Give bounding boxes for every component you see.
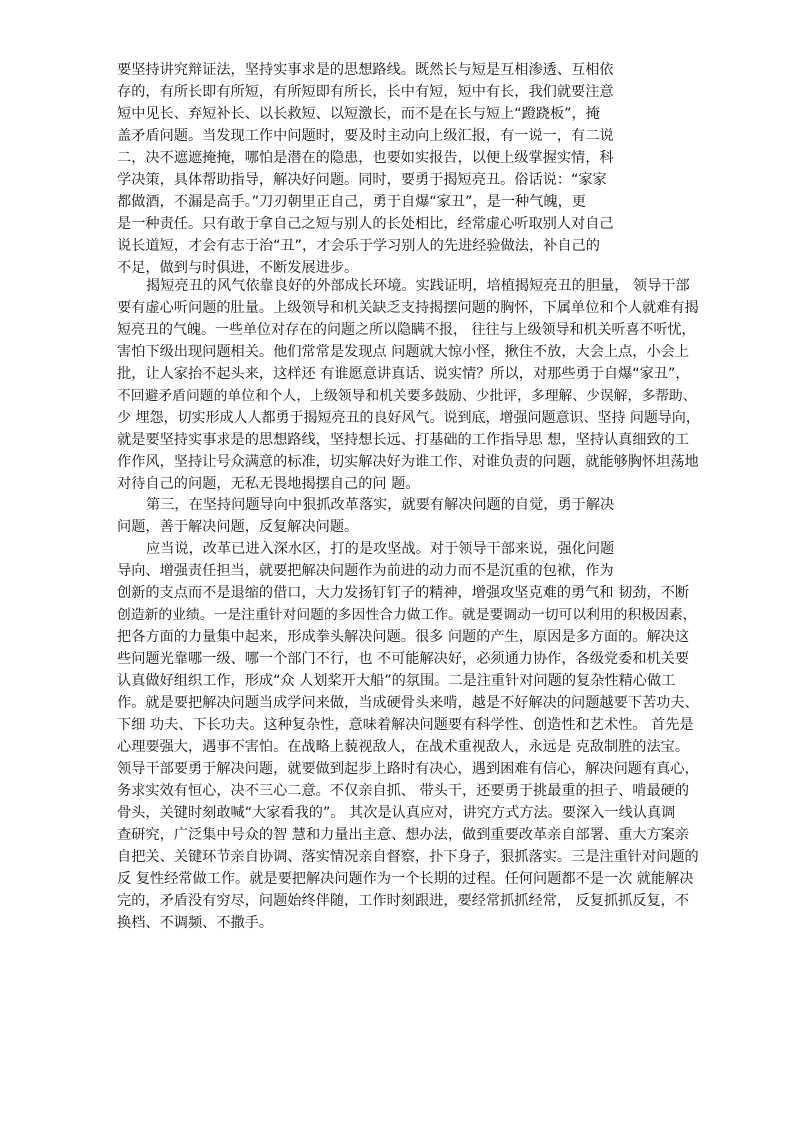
text-line: 完的，矛盾没有穷尽，问题始终伴随，工作时刻跟进，要经常抓抓经常， 反复抓抓反复，不 bbox=[117, 893, 690, 909]
text-line: 说长道短，才会有志于治“丑”，才会乐于学习别人的先进经验做法，补自己的 bbox=[117, 238, 600, 254]
text-line: 把各方面的力量集中起来，形成拳头解决问题。很多 问题的产生，原因是多方面的。解决这 bbox=[117, 629, 690, 645]
text-line: 作作风，坚持让号众满意的标准，切实解决好为谁工作、对谁负责的问题，就能够胸怀坦荡地 bbox=[117, 454, 699, 470]
text-line: 盖矛盾问题。当发现工作中问题时，要及时主动向上级汇报，有一说一，有二说 bbox=[117, 128, 614, 144]
text-line: 是一种责任。只有敢于拿自己之短与别人的长处相比，经常虚心听取别人对自己 bbox=[117, 216, 614, 232]
text-line: 二，决不遮遮掩掩，哪怕是潜在的隐患，也要如实报告，以便上级掌握实情，科 bbox=[117, 150, 614, 166]
text-line: 务求实效有恒心，决不三心二意。不仅亲自抓、 带头干，还要勇于挑最重的担子、啃最硬的 bbox=[117, 783, 690, 799]
text-line: 查研究，广泛集中号众的智 慧和力量出主意、想办法，做到重要改革亲自部署、重大方案亲 bbox=[117, 827, 690, 843]
text-line: 作。就是要把解决问题当成学问来做，当成硬骨头来啃，越是不好解决的问题越要下苦功夫、 bbox=[117, 695, 699, 711]
text-line: 导向、增强责任担当，就要把解决问题作为前进的动力而不是沉重的包袱，作为 bbox=[117, 563, 614, 579]
text-line: 都做酒，不漏是高手。”刀刃朝里正自己，勇于自爆“家丑”，是一种气魄，更 bbox=[117, 194, 586, 210]
text-line: 第三，在坚持问题导向中狠抓改革落实，就要有解决问题的自觉，勇于解决 bbox=[146, 497, 615, 513]
text-line: 骨头，关键时刻敢喊“大家看我的”。 其次是认真应对，讲究方式方法。要深入一线认真调 bbox=[117, 805, 676, 821]
text-line: 下细 功夫、下长功夫。这种复杂性，意味着解决问题要有科学性、创造性和艺术性。 首先是 bbox=[117, 717, 694, 733]
text-line: 少 埋怨，切实形成人人都勇于揭短亮丑的良好风气。说到底，增强问题意识、坚持 问题导向， bbox=[117, 410, 700, 426]
text-line: 短亮丑的气魄。一些单位对存在的问题之所以隐瞒不报， 往往与上级领导和机关听喜不听忧， bbox=[117, 322, 696, 338]
text-line: 认真做好组织工作，形成“众 人划桨开大船”的氛围。二是注重针对问题的复杂性精心做工 bbox=[117, 673, 676, 689]
text-line: 学决策，具体帮助指导，解决好问题。同时，要勇于揭短亮丑。俗话说：“家家 bbox=[117, 172, 607, 188]
text-line: 创造新的业绩。一是注重针对问题的多因性合力做工作。就是要调动一切可以利用的积极因素， bbox=[117, 607, 697, 623]
text-line: 要坚持讲究辩证法，坚持实事求是的思想路线。既然长与短是互相渗透、互相依 bbox=[117, 62, 614, 78]
text-line: 揭短亮丑的风气依靠良好的外部成长环境。实践证明，培植揭短亮丑的胆量， 领导干部 bbox=[146, 278, 690, 294]
text-line: 应当说，改革已进入深水区，打的是攻坚战。对于领导干部来说，强化问题 bbox=[146, 541, 615, 557]
text-line: 领导干部要勇于解决问题，就要做到起步上路时有决心，遇到困难有信心，解决问题有真心， bbox=[117, 761, 699, 777]
text-line: 对待自己的问题，无私无畏地揭摆自己的问 题。 bbox=[117, 476, 420, 492]
text-line: 短中见长、弃短补长、以长救短、以短激长，而不是在长与短上“蹬跷板”，掩 bbox=[117, 106, 600, 122]
text-line: 自把关、关键环节亲自协调、落实情况亲自督察，扑下身子，狠抓落实。三是注重针对问题的 bbox=[117, 849, 699, 865]
text-line: 批，让人家抬不起头来，这样还 有谁愿意讲真话、说实情？所以，对那些勇于自爆“家丑”， bbox=[117, 366, 690, 382]
text-line: 害怕下级出现问题相关。他们常常是发现点 问题就大惊小怪，揪住不放，大会上点，小会上 bbox=[117, 344, 690, 360]
text-line: 问题，善于解决问题，反复解决问题。 bbox=[117, 519, 359, 535]
text-line: 换档、不调频、不撒手。 bbox=[117, 915, 274, 931]
text-line: 不回避矛盾问题的单位和个人，上级领导和机关要多鼓励、少批评，多理解、少误解，多帮助、 bbox=[117, 388, 697, 404]
text-line: 些问题光靠哪一级、哪一个部门不行，也 不可能解决好，必须通力协作，各级党委和机关要 bbox=[117, 651, 690, 667]
text-line: 存的，有所长即有所短，有所短即有所长，长中有短，短中有长，我们就要注意 bbox=[117, 84, 614, 100]
text-line: 要有虚心听问题的肚量。上级领导和机关缺乏支持揭摆问题的胸怀，下属单位和个人就难有揭 bbox=[117, 300, 699, 316]
text-line: 就是要坚持实事求是的思想路线，坚持想长远、打基础的工作指导思 想，坚持认真细致的工 bbox=[117, 432, 690, 448]
text-line: 不足，做到与时俱进，不断发展进步。 bbox=[117, 260, 359, 276]
text-line: 心理要强大，遇事不害怕。在战略上藐视敌人，在战术重视敌人，永远是 克敌制胜的法宝。 bbox=[117, 739, 690, 755]
text-line: 反 复性经常做工作。就是要把解决问题作为一个长期的过程。任何问题都不是一次 就能解决 bbox=[117, 871, 694, 887]
text-line: 创新的支点而不是退缩的借口，大力发扬钉钉子的精神，增强攻坚克难的勇气和 韧劲，不断 bbox=[117, 585, 690, 601]
